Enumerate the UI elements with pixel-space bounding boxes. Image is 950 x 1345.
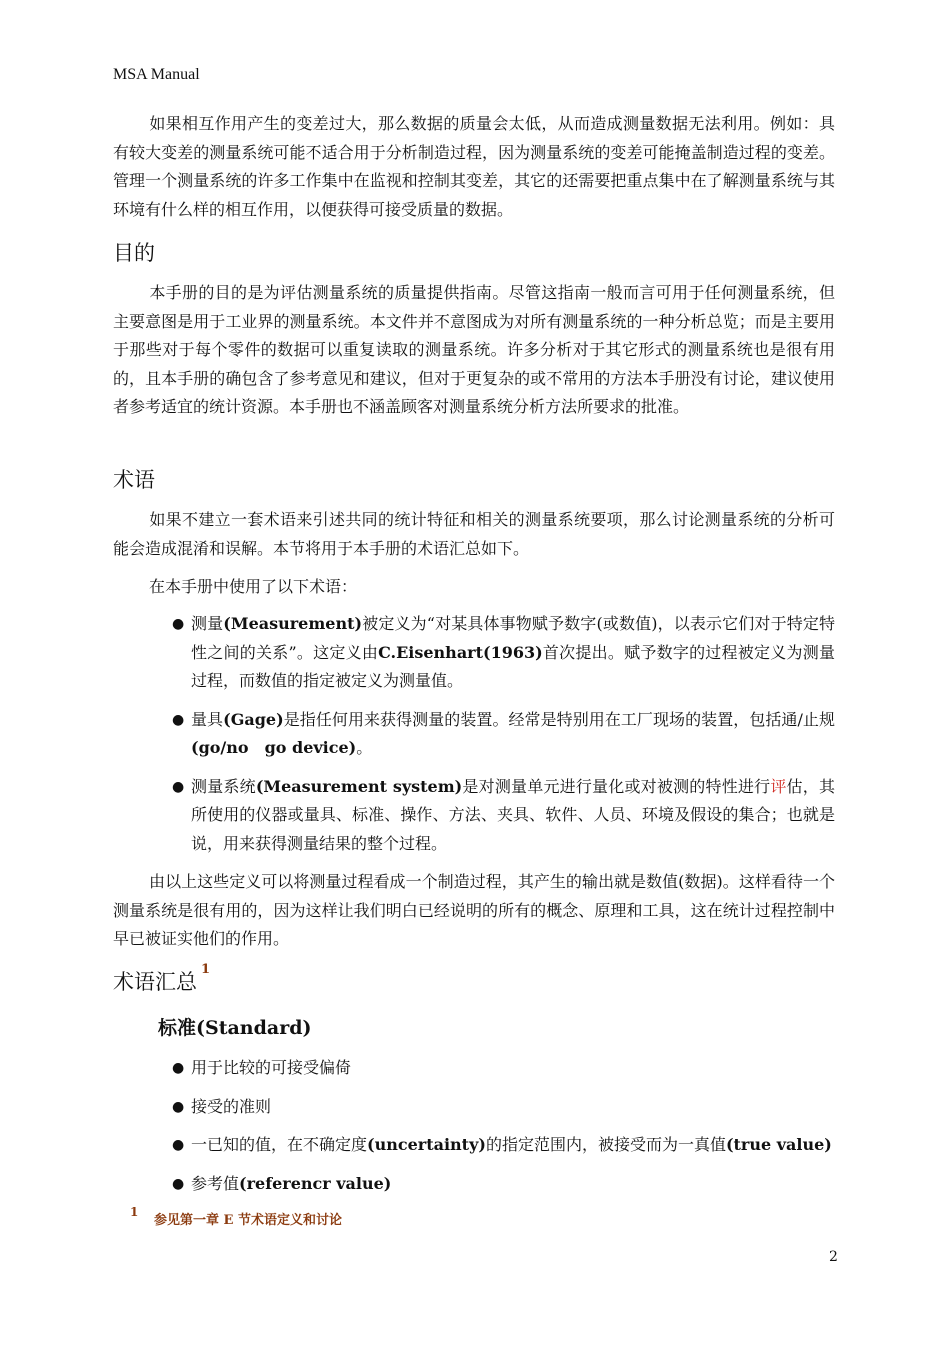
list-item: ● 测量系统(Measurement system)是对测量单元进行量化或对被测的特性进行评估，其所使用的仪器或量具、标准、操作、方法、夹具、软件、人员、环境及假设的集合；也就是说，用来获得测量结果的整个过程。: [172, 773, 835, 859]
heading-purpose: 目的: [113, 241, 155, 265]
bullet-icon: ●: [172, 616, 185, 632]
footnote-ref[interactable]: 1: [201, 962, 211, 977]
terms-intro: 在本手册中使用了以下术语：: [149, 577, 358, 596]
heading-summary: 术语汇总$^1$: [113, 962, 211, 994]
list-item: ● 用于比较的可接受偏倚: [172, 1054, 835, 1083]
bullet-icon: ●: [172, 1098, 185, 1115]
footnote: [130, 1205, 342, 1228]
terms-list: [172, 610, 835, 858]
bullet-icon: ●: [172, 1137, 185, 1153]
purpose-paragraph: 本手册的目的是为评估测量系统的质量提供指南。尽管这指南一般而言可用于任何测量系统，但主要意图是用于工业界的测量系统。本文件并不意图成为对所有测量系统的一种分析总览；而是主要用于那些对于每个零件的数据可以重复读取的测量系统。许多分析对于其它形式的测量系统也是很有用的，且本手册的确包含了参考意见和建议，但对于更复杂的或不常用的方法本手册没有讨论，建议使用者参考适宜的统计资源。本手册也不涵盖顾客对测量系统分析方法所要求的批准。: [113, 283, 835, 416]
list-item: ● 量具(Gage)是指任何用来获得测量的装置。经常是特别用在工厂现场的装置，包括通/止规(go/no go device)。: [172, 706, 835, 763]
footnote-number: 1: [130, 1205, 139, 1219]
closing-paragraph: 由以上这些定义可以将测量过程看成一个制造过程，其产生的输出就是数值(数据)。这样看待一个测量系统是很有用的，因为这样让我们明白已经说明的所有的概念、原理和工具，这在统计过程控制中早已被证实他们的作用。: [113, 872, 835, 948]
bullet-icon: ●: [172, 1175, 185, 1192]
subheading-standard: 标准(Standard): [158, 1017, 312, 1039]
list-item: ● 一已知的值，在不确定度(uncertainty)的指定范围内，被接受而为一真值(true value): [172, 1131, 835, 1160]
standard-list: [172, 1054, 835, 1198]
list-item: ● 测量(Measurement)被定义为“对某具体事物赋予数字(或数值)，以表示它们对于特定特性之间的关系”。这定义由C.Eisenhart(1963)首次提出。赋予数字的过程被定义为测量过程，而数值的指定被定义为测量值。: [172, 610, 835, 696]
bullet-icon: ●: [172, 1060, 185, 1076]
page-number: 2: [829, 1249, 838, 1265]
bullet-icon: ●: [172, 778, 185, 795]
terms-paragraph: 如果不建立一套术语来引述共同的统计特征和相关的测量系统要项，那么讨论测量系统的分析可能会造成混淆和误解。本节将用于本手册的术语汇总如下。: [113, 510, 835, 558]
list-item: ● 接受的准则: [172, 1093, 835, 1122]
running-header: MSA Manual: [113, 66, 200, 83]
bullet-icon: ●: [172, 711, 185, 728]
intro-paragraph: 如果相互作用产生的变差过大，那么数据的质量会太低，从而造成测量数据无法利用。例如：具有较大变差的测量系统可能不适合用于分析制造过程，因为测量系统的变差可能掩盖制造过程的变差。管理一个测量系统的许多工作集中在监视和控制其变差，其它的还需要把重点集中在了解测量系统与其环境有什么样的相互作用，以便获得可接受质量的数据。: [113, 114, 835, 219]
footnote-text: 参见第一章 E 节术语定义和讨论: [154, 1213, 342, 1228]
list-item: ● 参考值(referencr value): [172, 1170, 835, 1199]
heading-terms: 术语: [113, 468, 155, 492]
